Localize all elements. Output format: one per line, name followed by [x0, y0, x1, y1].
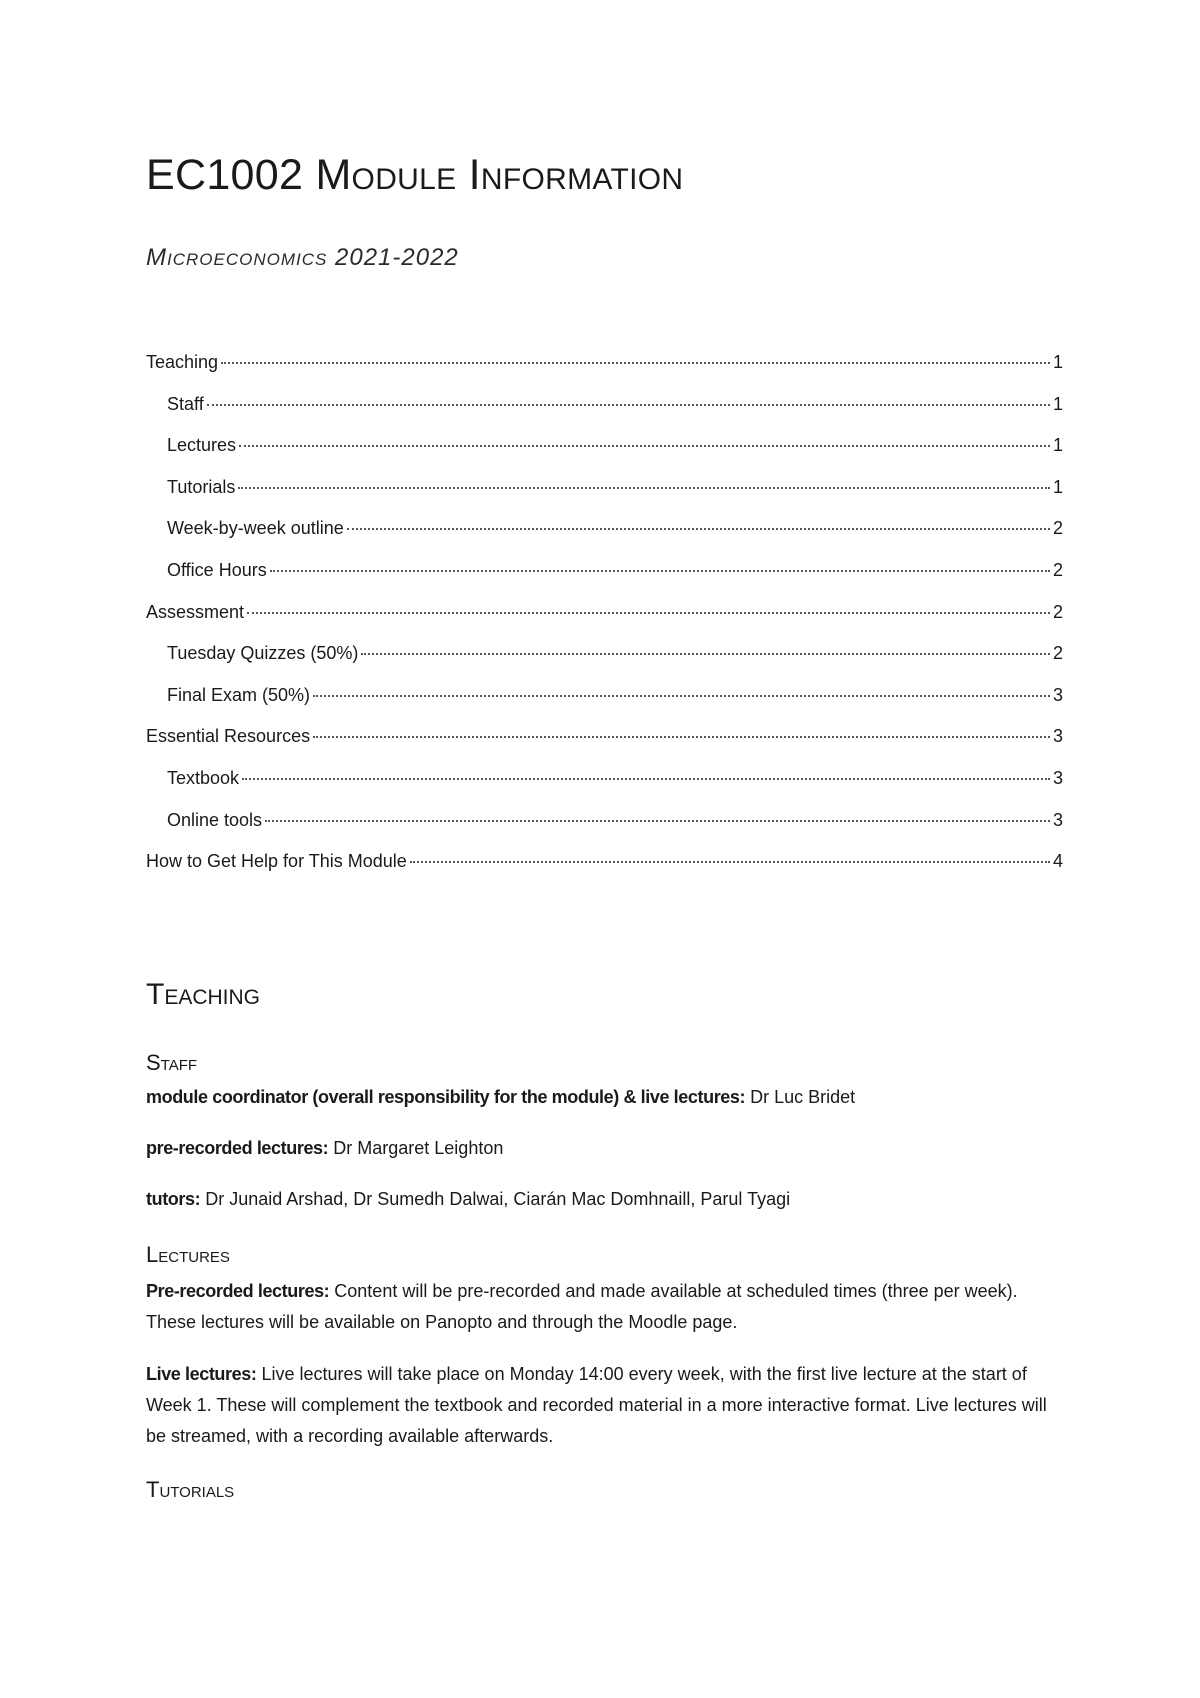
toc-dot-leader: [247, 612, 1050, 614]
toc-dot-leader: [270, 570, 1050, 572]
lectures-live-label: Live lectures:: [146, 1364, 257, 1384]
toc-entry-office-hours[interactable]: [146, 560, 1063, 602]
section-heading-teaching: Teaching: [146, 978, 261, 1011]
lectures-prerecorded-paragraph: [146, 1276, 1063, 1338]
toc-entry-label: Final Exam (50%): [167, 684, 311, 705]
toc-entry-page-number: 3: [1052, 809, 1063, 830]
toc-entry-page-number: 1: [1052, 393, 1063, 414]
toc-dot-leader: [347, 528, 1050, 530]
toc-entry-label: Office Hours: [167, 559, 267, 580]
toc-entry-page-number: 2: [1052, 601, 1063, 622]
toc-dot-leader: [313, 736, 1050, 738]
toc-dot-leader: [410, 861, 1050, 863]
toc-entry-page-number: 1: [1052, 352, 1063, 372]
staff-tutors-value: Dr Junaid Arshad, Dr Sumedh Dalwai, Ciarán Mac Domhnaill, Parul Tyagi: [200, 1189, 791, 1209]
staff-coordinator: [146, 1082, 1063, 1113]
toc-dot-leader: [265, 820, 1050, 822]
toc-dot-leader: [361, 653, 1050, 655]
table-of-contents: [146, 352, 1063, 893]
toc-dot-leader: [221, 362, 1050, 364]
toc-dot-leader: [238, 487, 1050, 489]
toc-entry-label: Textbook: [167, 767, 240, 788]
toc-entry-page-number: 2: [1052, 518, 1063, 539]
toc-entry-teaching[interactable]: [146, 352, 1063, 394]
toc-dot-leader: [207, 404, 1050, 406]
toc-dot-leader: [242, 778, 1050, 780]
staff-coordinator-value: Dr Luc Bridet: [745, 1087, 856, 1107]
toc-entry-label: Week-by-week outline: [167, 518, 344, 539]
subsection-heading-lectures: Lectures: [146, 1242, 230, 1267]
toc-entry-page-number: 2: [1052, 559, 1063, 580]
toc-entry-online-tools[interactable]: [146, 810, 1063, 852]
toc-entry-page-number: 3: [1052, 726, 1063, 747]
document-subtitle: Microeconomics 2021-2022: [146, 244, 459, 271]
lectures-live-paragraph: [146, 1359, 1063, 1452]
toc-entry-essential-resources[interactable]: [146, 726, 1063, 768]
toc-entry-label: Essential Resources: [146, 726, 311, 747]
toc-entry-label: How to Get Help for This Module: [146, 851, 407, 872]
toc-entry-final-exam-50[interactable]: [146, 685, 1063, 727]
toc-entry-assessment[interactable]: [146, 602, 1063, 644]
toc-entry-page-number: 3: [1052, 684, 1063, 705]
toc-entry-label: Assessment: [146, 601, 245, 622]
toc-entry-page-number: 1: [1052, 476, 1063, 497]
staff-coordinator-label: module coordinator (overall responsibility for the module) & live lectures:: [146, 1087, 746, 1107]
toc-entry-label: Teaching: [146, 352, 219, 372]
toc-entry-textbook[interactable]: [146, 768, 1063, 810]
staff-prerecorded-value: Dr Margaret Leighton: [328, 1138, 504, 1158]
toc-entry-tutorials[interactable]: [146, 477, 1063, 519]
toc-entry-page-number: 2: [1052, 643, 1063, 664]
subsection-heading-staff: Staff: [146, 1050, 198, 1075]
lectures-prerecorded-text: Content will be pre-recorded and made available at scheduled times (three per week). These lectures will be available on Panopto and through the Moodle page.: [146, 1281, 1018, 1332]
toc-entry-how-to-get-help-for-this-module[interactable]: [146, 851, 1063, 893]
toc-entry-lectures[interactable]: [146, 435, 1063, 477]
toc-entry-week-by-week-outline[interactable]: [146, 518, 1063, 560]
toc-entry-label: Tutorials: [167, 476, 236, 497]
toc-dot-leader: [313, 695, 1050, 697]
toc-entry-label: Online tools: [167, 809, 263, 830]
staff-prerecorded-label: pre-recorded lectures:: [146, 1138, 329, 1158]
lectures-live-text: Live lectures will take place on Monday 14:00 every week, with the first live lecture at the start of Week 1. These will complement the textbook and recorded material in a more interactive format. Live lectures will be streamed, with a recording available afterwards.: [146, 1364, 1047, 1446]
toc-entry-page-number: 3: [1052, 767, 1063, 788]
toc-entry-tuesday-quizzes-50[interactable]: [146, 643, 1063, 685]
toc-entry-label: Tuesday Quizzes (50%): [167, 643, 359, 664]
staff-prerecorded: [146, 1133, 1063, 1164]
toc-dot-leader: [239, 445, 1050, 447]
toc-entry-label: Lectures: [167, 435, 237, 456]
document-title: EC1002 Module Information: [146, 151, 684, 199]
staff-tutors-label: tutors:: [146, 1189, 201, 1209]
toc-entry-staff[interactable]: [146, 394, 1063, 436]
subsection-heading-tutorials: Tutorials: [146, 1477, 235, 1502]
toc-entry-page-number: 1: [1052, 435, 1063, 456]
staff-tutors: [146, 1184, 1063, 1215]
lectures-prerecorded-label: Pre-recorded lectures:: [146, 1281, 330, 1301]
toc-entry-label: Staff: [167, 393, 204, 414]
toc-entry-page-number: 4: [1052, 851, 1063, 872]
